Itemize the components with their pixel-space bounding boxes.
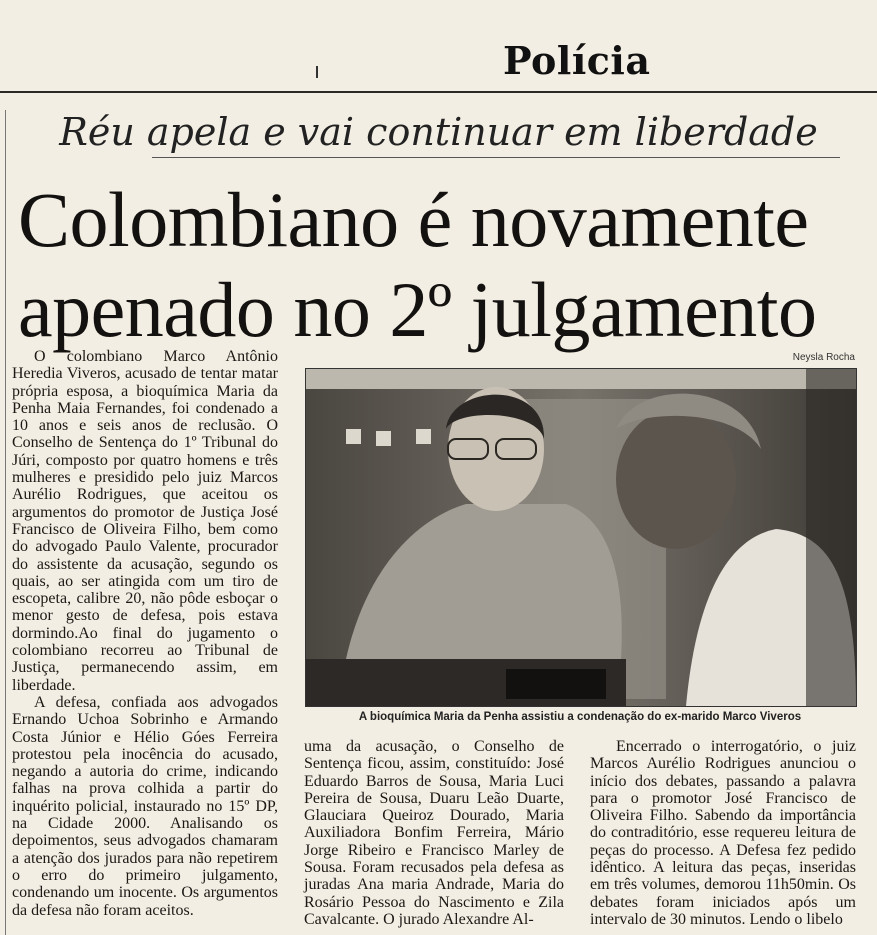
photo-credit: Neysla Rocha bbox=[792, 352, 855, 363]
headline-line-1: Colombiano é novamente bbox=[18, 176, 809, 263]
section-title: Polícia bbox=[503, 38, 651, 83]
column-side-rule bbox=[5, 110, 6, 935]
paragraph: uma da acusação, o Conselho de Sentença ficou, assim, constituído: José Eduardo Barros de Sousa, Maria Luci Pereira de Sousa, Duaru Leão Duarte, Glauciara Queiroz Dourado, Maria Auxiliadora Bonfim Ferreira, Mário Jorge Ribeiro e Francisco Marley de Sousa. Foram recusados pela defesa as juradas Ana maria Andrade, Maria do Rosário Pessoa do Nascimento e Zila Cavalcante. O jurado Alexandre Al- bbox=[304, 738, 564, 928]
subheadline-rule bbox=[152, 157, 840, 158]
headline-line-2: apenado no 2º julgamento bbox=[18, 266, 817, 353]
news-photo bbox=[305, 368, 857, 707]
headline bbox=[18, 175, 868, 355]
paragraph: Encerrado o interrogatório, o juiz Marcos Aurélio Rodrigues anunciou o início dos debates, passando a palavra para o promotor José Francisco de Oliveira Filho. Sabendo da importância do contraditório, esse requereu leitura de peças do processo. A Defesa fez pedido idêntico. A leitura das peças, inseridas em três volumes, demorou 11h50min. Os debates foram iniciados após um intervalo de 30 minutos. Lendo o libelo bbox=[590, 738, 856, 928]
paragraph: O colombiano Marco Antônio Heredia Viveros, acusado de tentar matar própria esposa, a bioquímica Maria da Penha Maia Fernandes, foi condenado a 10 anos e seis anos de reclusão. O Conselho de Sentença do 1º Tribunal do Júri, composto por quatro homens e três mulheres e presidido pelo juiz Marcos Aurélio Rodrigues, que aceitou os argumentos do promotor de Justiça José Francisco de Oliveira Filho, bem como do advogado Paulo Valente, procurador do assistente da acusação, segundo os quais, ao ser atingida com um tiro de escopeta, calibre 20, não pôde esboçar o menor gesto de defesa, pois estava dormindo.Ao final do jugamento o colombiano recorreu ao Tribunal de Justiça, permanecendo assim, em liberdade. bbox=[12, 348, 278, 694]
header-rule bbox=[0, 91, 877, 93]
article-column-3 bbox=[590, 738, 856, 928]
subheadline: Réu apela e vai continuar em liberdade bbox=[59, 110, 818, 154]
divider-tick bbox=[316, 66, 318, 78]
article-column-2 bbox=[304, 738, 564, 928]
article-column-1 bbox=[12, 348, 278, 919]
photo-caption: A bioquímica Maria da Penha assistiu a condenação do ex-marido Marco Viveros bbox=[358, 711, 802, 723]
paragraph: A defesa, confiada aos advogados Ernando Uchoa Sobrinho e Armando Costa Júnior e Hélio Góes Ferreira protestou pela inocência do acusado, negando a autoria do crime, indicando falhas na prova colhida a partir do inquérito policial, instaurado no 15º DP, na Cidade 2000. Analisando os depoimentos, seus advogados chamaram a atenção dos jurados para não repetirem o erro do primeiro julgamento, condenando um inocente. Os argumentos da defesa não foram aceitos. bbox=[12, 693, 278, 919]
